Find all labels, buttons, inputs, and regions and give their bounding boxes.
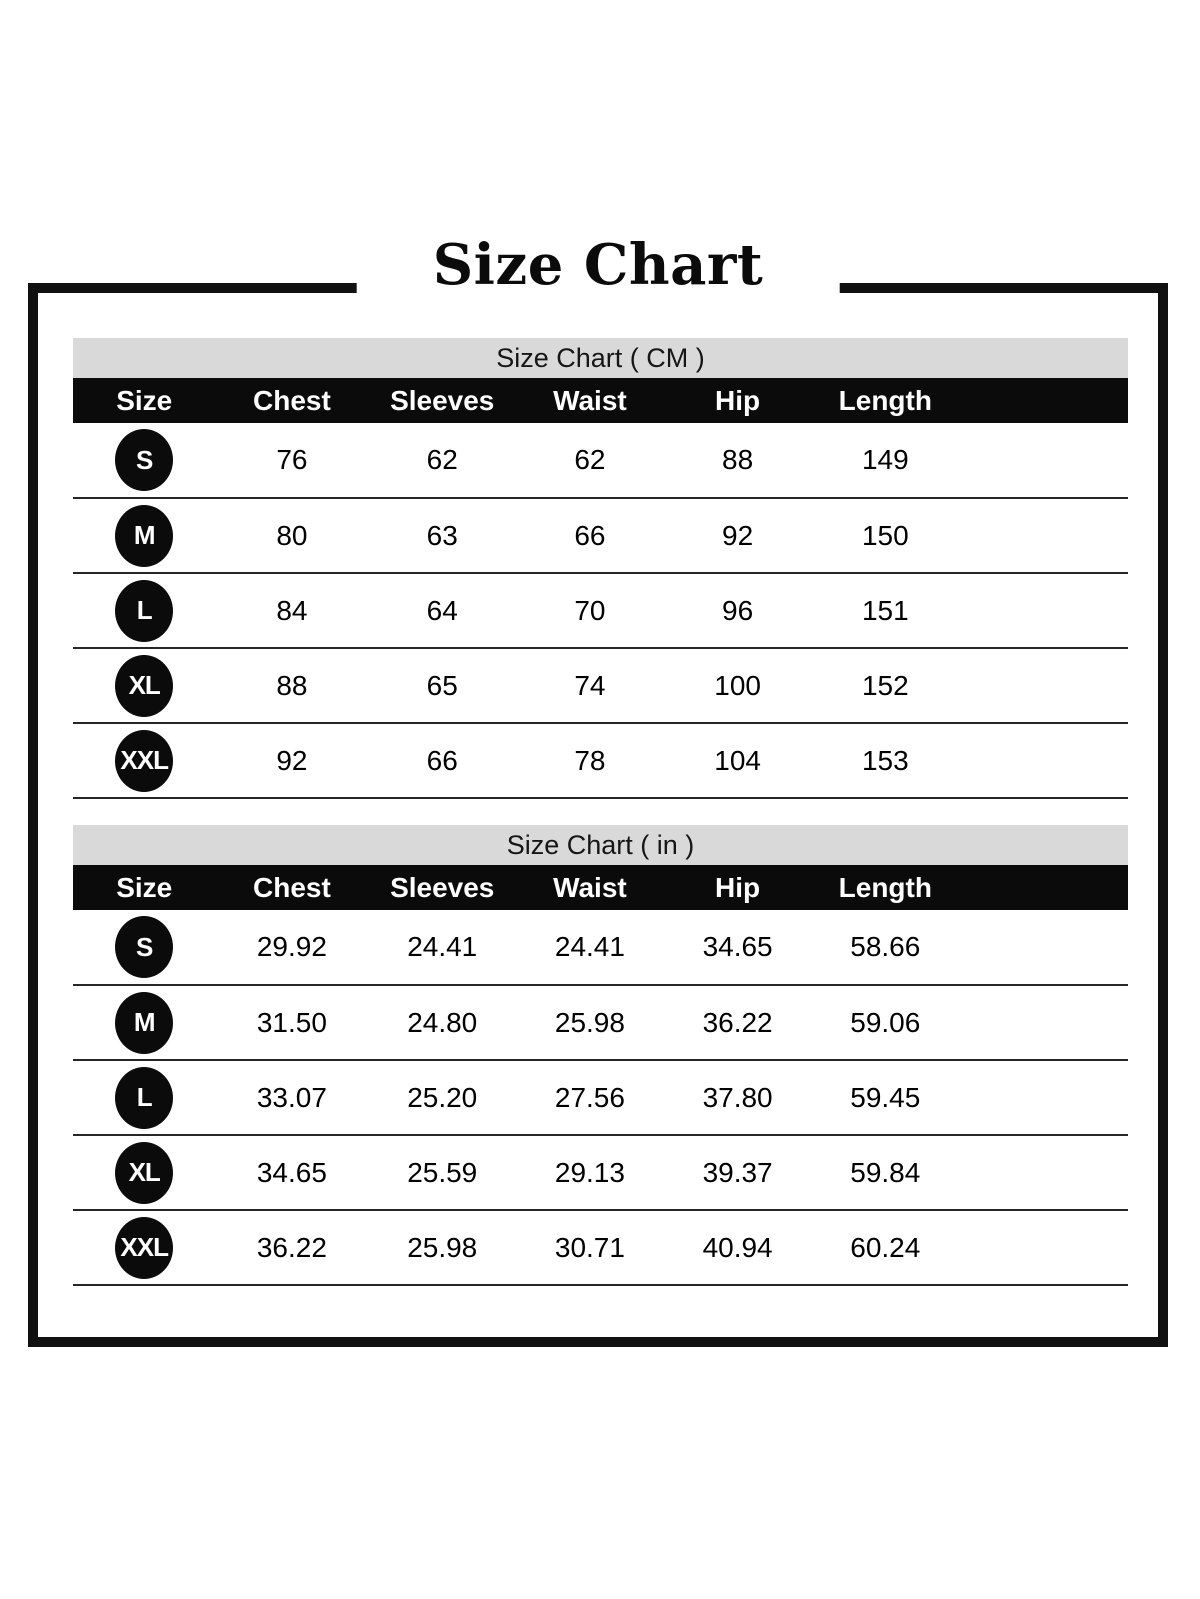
column-header-length: Length bbox=[811, 865, 959, 910]
spacer-cell bbox=[959, 573, 1128, 648]
measurement-cell-waist: 74 bbox=[516, 648, 664, 723]
measurement-cell-chest: 76 bbox=[215, 423, 368, 498]
size-cell bbox=[73, 573, 215, 648]
spacer-cell bbox=[959, 910, 1128, 985]
column-header-sleeves: Sleeves bbox=[368, 865, 516, 910]
measurement-cell-length: 152 bbox=[811, 648, 959, 723]
measurement-cell-waist: 27.56 bbox=[516, 1060, 664, 1135]
spacer-cell bbox=[959, 1135, 1128, 1210]
measurement-cell-length: 59.45 bbox=[811, 1060, 959, 1135]
size-badge: XXL bbox=[115, 1217, 173, 1279]
measurement-cell-hip: 34.65 bbox=[664, 910, 812, 985]
page-title-text: Size Chart bbox=[432, 232, 764, 298]
spacer-cell bbox=[959, 723, 1128, 798]
size-cell bbox=[73, 498, 215, 573]
measurement-cell-length: 59.84 bbox=[811, 1135, 959, 1210]
column-header-row-cm bbox=[73, 378, 1128, 423]
column-header-sleeves: Sleeves bbox=[368, 378, 516, 423]
column-header-hip: Hip bbox=[664, 378, 812, 423]
measurement-cell-sleeves: 62 bbox=[368, 423, 516, 498]
table-title-in: Size Chart ( in ) bbox=[73, 825, 1128, 865]
measurement-cell-waist: 29.13 bbox=[516, 1135, 664, 1210]
measurement-cell-length: 149 bbox=[811, 423, 959, 498]
table-body-in bbox=[73, 910, 1128, 1285]
size-table-cm bbox=[73, 338, 1128, 799]
size-badge: L bbox=[115, 580, 173, 642]
measurement-cell-chest: 80 bbox=[215, 498, 368, 573]
measurement-cell-hip: 39.37 bbox=[664, 1135, 812, 1210]
column-header-hip: Hip bbox=[664, 865, 812, 910]
size-badge: L bbox=[115, 1067, 173, 1129]
table-row bbox=[73, 723, 1128, 798]
size-badge: M bbox=[115, 992, 173, 1054]
table-title-row-cm bbox=[73, 338, 1128, 378]
measurement-cell-chest: 36.22 bbox=[215, 1210, 368, 1285]
size-cell bbox=[73, 910, 215, 985]
size-badge: M bbox=[115, 505, 173, 567]
measurement-cell-sleeves: 64 bbox=[368, 573, 516, 648]
measurement-cell-hip: 100 bbox=[664, 648, 812, 723]
measurement-cell-hip: 104 bbox=[664, 723, 812, 798]
measurement-cell-length: 58.66 bbox=[811, 910, 959, 985]
measurement-cell-hip: 96 bbox=[664, 573, 812, 648]
measurement-cell-chest: 92 bbox=[215, 723, 368, 798]
measurement-cell-sleeves: 24.41 bbox=[368, 910, 516, 985]
measurement-cell-chest: 33.07 bbox=[215, 1060, 368, 1135]
size-cell bbox=[73, 723, 215, 798]
size-cell bbox=[73, 1210, 215, 1285]
page-title bbox=[357, 223, 840, 307]
table-row bbox=[73, 498, 1128, 573]
column-header-waist: Waist bbox=[516, 378, 664, 423]
size-cell bbox=[73, 423, 215, 498]
measurement-cell-waist: 25.98 bbox=[516, 985, 664, 1060]
table-row bbox=[73, 910, 1128, 985]
measurement-cell-waist: 70 bbox=[516, 573, 664, 648]
table-row bbox=[73, 1060, 1128, 1135]
measurement-cell-chest: 84 bbox=[215, 573, 368, 648]
measurement-cell-hip: 88 bbox=[664, 423, 812, 498]
measurement-cell-sleeves: 25.20 bbox=[368, 1060, 516, 1135]
measurement-cell-chest: 34.65 bbox=[215, 1135, 368, 1210]
measurement-cell-sleeves: 66 bbox=[368, 723, 516, 798]
spacer-cell bbox=[959, 498, 1128, 573]
measurement-cell-waist: 24.41 bbox=[516, 910, 664, 985]
column-header-row-in bbox=[73, 865, 1128, 910]
spacer-cell bbox=[959, 648, 1128, 723]
measurement-cell-chest: 88 bbox=[215, 648, 368, 723]
size-badge: S bbox=[115, 429, 173, 491]
measurement-cell-waist: 30.71 bbox=[516, 1210, 664, 1285]
measurement-cell-waist: 78 bbox=[516, 723, 664, 798]
spacer-cell bbox=[959, 985, 1128, 1060]
measurement-cell-sleeves: 25.98 bbox=[368, 1210, 516, 1285]
measurement-cell-hip: 36.22 bbox=[664, 985, 812, 1060]
size-badge: XL bbox=[115, 655, 173, 717]
table-row bbox=[73, 423, 1128, 498]
table-row bbox=[73, 985, 1128, 1060]
spacer-cell bbox=[959, 1210, 1128, 1285]
measurement-cell-hip: 37.80 bbox=[664, 1060, 812, 1135]
measurement-cell-length: 150 bbox=[811, 498, 959, 573]
measurement-cell-chest: 31.50 bbox=[215, 985, 368, 1060]
table-row bbox=[73, 1135, 1128, 1210]
size-badge: XL bbox=[115, 1142, 173, 1204]
column-header-size: Size bbox=[73, 378, 215, 423]
table-row bbox=[73, 648, 1128, 723]
measurement-cell-sleeves: 25.59 bbox=[368, 1135, 516, 1210]
column-header-chest: Chest bbox=[215, 865, 368, 910]
size-cell bbox=[73, 985, 215, 1060]
measurement-cell-length: 59.06 bbox=[811, 985, 959, 1060]
size-cell bbox=[73, 648, 215, 723]
column-header-chest: Chest bbox=[215, 378, 368, 423]
measurement-cell-length: 151 bbox=[811, 573, 959, 648]
table-row bbox=[73, 573, 1128, 648]
column-header-spacer bbox=[959, 865, 1128, 910]
table-body-cm bbox=[73, 423, 1128, 798]
spacer-cell bbox=[959, 1060, 1128, 1135]
measurement-cell-length: 153 bbox=[811, 723, 959, 798]
column-header-waist: Waist bbox=[516, 865, 664, 910]
measurement-cell-hip: 40.94 bbox=[664, 1210, 812, 1285]
table-row bbox=[73, 1210, 1128, 1285]
measurement-cell-sleeves: 65 bbox=[368, 648, 516, 723]
table-title-cm: Size Chart ( CM ) bbox=[73, 338, 1128, 378]
size-badge: S bbox=[115, 916, 173, 978]
spacer-cell bbox=[959, 423, 1128, 498]
size-table-in bbox=[73, 825, 1128, 1286]
measurement-cell-sleeves: 24.80 bbox=[368, 985, 516, 1060]
measurement-cell-chest: 29.92 bbox=[215, 910, 368, 985]
column-header-spacer bbox=[959, 378, 1128, 423]
column-header-length: Length bbox=[811, 378, 959, 423]
measurement-cell-length: 60.24 bbox=[811, 1210, 959, 1285]
measurement-cell-sleeves: 63 bbox=[368, 498, 516, 573]
table-title-row-in bbox=[73, 825, 1128, 865]
size-cell bbox=[73, 1135, 215, 1210]
chart-frame bbox=[28, 232, 1168, 1347]
column-header-size: Size bbox=[73, 865, 215, 910]
measurement-cell-hip: 92 bbox=[664, 498, 812, 573]
size-badge: XXL bbox=[115, 730, 173, 792]
measurement-cell-waist: 66 bbox=[516, 498, 664, 573]
measurement-cell-waist: 62 bbox=[516, 423, 664, 498]
size-cell bbox=[73, 1060, 215, 1135]
